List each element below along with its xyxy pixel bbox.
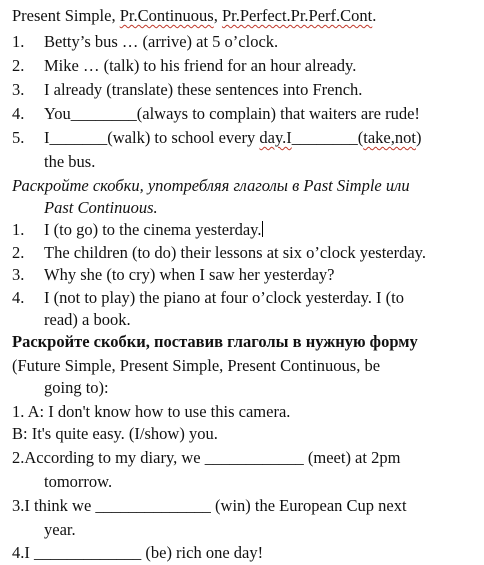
item-text: I already (translate) these sentences into French. xyxy=(44,80,363,99)
item-text-part: (always to complain) that waiters are rude! xyxy=(136,104,420,123)
item-text: The children (to do) their lessons at six o’clock yesterday. xyxy=(44,243,426,262)
worksheet-title xyxy=(12,6,376,26)
task3-line: tomorrow. xyxy=(44,472,113,491)
task2-item-4-continuation: read) a book. xyxy=(44,310,131,329)
item-number: 1. xyxy=(12,220,25,239)
item-text-part: I_______(walk) to school every xyxy=(44,128,260,147)
item-text: I (not to play) the piano at four o’clock yesterday. I (to xyxy=(44,288,404,307)
item-number: 2. xyxy=(12,243,25,262)
item-number: 3. xyxy=(12,265,25,284)
title-end: . xyxy=(372,6,377,25)
item-text-part: I (to go) to the cinema yesterday. xyxy=(44,220,262,239)
item-number: 5. xyxy=(12,128,25,147)
item-text-part: take,not xyxy=(363,128,416,147)
title-prefix: Present Simple, xyxy=(12,6,120,25)
title-tense-perfect: Pr.Perfect.Pr.Perf.Cont xyxy=(221,6,373,25)
item-text: Betty’s bus … (arrive) at 5 o’clock. xyxy=(44,32,279,51)
item-text xyxy=(44,128,421,148)
item-text-part: day.I xyxy=(259,128,292,147)
item-text xyxy=(44,220,263,240)
item-number: 2. xyxy=(12,56,25,75)
item-text: Why she (to cry) when I saw her yesterday? xyxy=(44,265,335,284)
task3-line: 3.I think we ______________ (win) the European Cup next xyxy=(12,496,407,515)
task1-item-5-continuation: the bus. xyxy=(44,152,96,171)
task3-subheading-continuation: going to): xyxy=(44,378,109,397)
answer-blank: ________ xyxy=(70,104,137,123)
item-text: Mike … (talk) to his friend for an hour already. xyxy=(44,56,357,75)
item-text-part: ________( xyxy=(291,128,364,147)
title-separator: , xyxy=(213,6,222,25)
task3-heading: Раскройте скобки, поставив глаголы в нужную форму xyxy=(12,332,418,351)
item-text-part: ) xyxy=(415,128,422,147)
title-tense-continuous: Pr.Continuous xyxy=(119,6,214,25)
item-number: 4. xyxy=(12,288,25,307)
task3-line: 2.According to my diary, we ____________ (meet) at 2pm xyxy=(12,448,401,467)
task2-heading: Раскройте скобки, употребляя глаголы в Past Simple или xyxy=(12,176,410,195)
task2-heading-continuation: Past Continuous. xyxy=(44,198,158,217)
task3-line: 4.I _____________ (be) rich one day! xyxy=(12,543,264,562)
item-number: 1. xyxy=(12,32,25,51)
task3-subheading: (Future Simple, Present Simple, Present Continuous, be xyxy=(12,356,381,375)
task3-line: B: It's quite easy. (I/show) you. xyxy=(12,424,218,443)
item-text xyxy=(44,104,420,124)
item-number: 4. xyxy=(12,104,25,123)
item-text-part: You xyxy=(44,104,71,123)
item-number: 3. xyxy=(12,80,25,99)
task3-line: year. xyxy=(44,520,76,539)
task3-line: 1. A: I don't know how to use this camera. xyxy=(12,402,291,421)
text-cursor xyxy=(262,221,263,237)
